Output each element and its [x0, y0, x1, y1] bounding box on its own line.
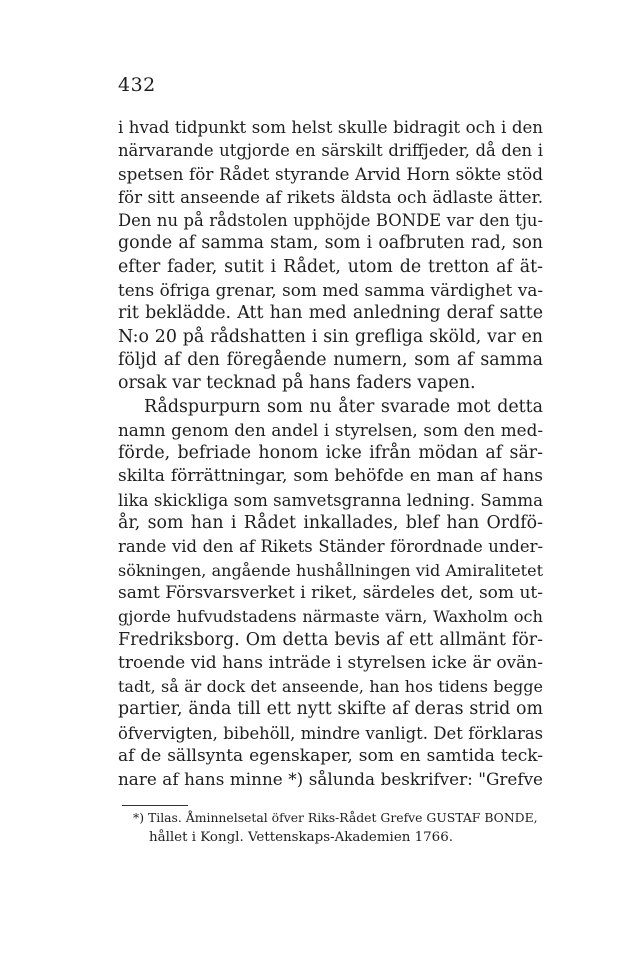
text-line: efter fader, sutit i Rådet, utom de tretton af ät-	[118, 256, 543, 277]
text-line: år, som han i Rådet inkallades, blef han Ordfö-	[118, 513, 543, 534]
text-line: rande vid den af Rikets Ständer förordnade under-	[118, 537, 543, 557]
text-line: öfvervigten, bibehöll, mindre vanligt. Det förklaras	[118, 723, 543, 743]
text-line: partier, ända till ett nytt skifte af deras strid om	[118, 699, 543, 720]
footnote	[133, 808, 543, 848]
text-line: af de sällsynta egenskaper, som en samtida teck-	[118, 746, 543, 767]
text-line: tens öfriga grenar, som med samma värdighet va-	[118, 280, 543, 301]
text-line: samt Försvarsverket i riket, särdeles det, som ut-	[118, 582, 543, 603]
text-line: rit beklädde. Att han med anledning deraf satte	[118, 303, 543, 324]
text-line: förde, befriade honom icke ifrån mödan af sär-	[118, 443, 543, 464]
text-line: sökningen, angående hushållningen vid Amiralitetet	[118, 560, 543, 580]
footnote-line: hållet i Kongl. Vettenskaps-Akademien 1766.	[149, 830, 453, 845]
text-line: namn genom den andel i styrelsen, som den med-	[118, 419, 543, 440]
footnote-line: *) Tilas. Åminnelsetal öfver Riks-Rådet Grefve GUSTAF BONDE,	[133, 810, 538, 825]
footnote-divider	[122, 805, 188, 806]
text-line: för sitt anseende af rikets äldsta och ädlaste ätter.	[118, 187, 543, 207]
text-line: troende vid hans inträde i styrelsen icke är ovän-	[118, 652, 543, 673]
text-line: skilta förrättningar, som behöfde en man af hans	[118, 466, 543, 487]
page-number: 432	[118, 74, 156, 96]
text-line: gonde af samma stam, som i oafbruten rad, son	[118, 233, 543, 254]
text-line: Den nu på rådstolen upphöjde BONDE var den tju-	[118, 211, 543, 231]
text-line: följd af den föregående numern, som af samma	[118, 349, 543, 370]
text-line: Rådspurpurn som nu åter svarade mot detta	[144, 396, 543, 417]
text-line: lika skickliga som samvetsgranna ledning. Samma	[118, 490, 543, 510]
body-text	[118, 116, 543, 792]
text-line: N:o 20 på rådshatten i sin grefliga sköld, var en	[118, 326, 543, 347]
text-line: nare af hans minne *) sålunda beskrifver: "Grefve	[118, 769, 543, 790]
text-line: Fredriksborg. Om detta bevis af ett allmänt för-	[118, 629, 543, 650]
text-line: närvarande utgjorde en särskilt driffjeder, då den i	[118, 141, 543, 161]
text-line: orsak var tecknad på hans faders vapen.	[118, 373, 476, 394]
text-line: i hvad tidpunkt som helst skulle bidragit och i den	[118, 118, 543, 137]
text-line: gjorde hufvudstadens närmaste värn, Waxholm och	[118, 607, 543, 627]
text-line: tadt, så är dock det anseende, han hos tidens begge	[118, 677, 543, 697]
text-line: spetsen för Rådet styrande Arvid Horn sökte stöd	[118, 163, 543, 184]
